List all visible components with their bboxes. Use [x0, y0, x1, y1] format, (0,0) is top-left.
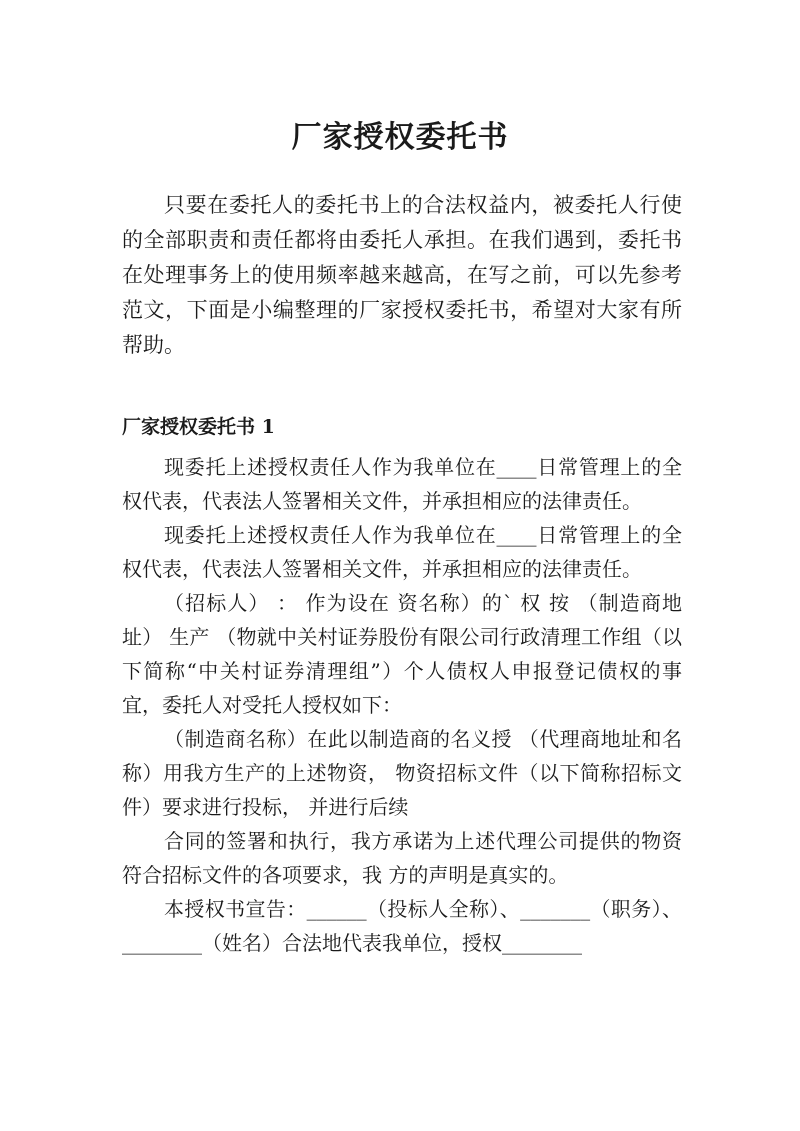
section-heading: 厂家授权委托书 1	[122, 416, 275, 438]
body-paragraph: （制造商名称）在此以制造商的名义授 （代理商地址和名称）用我方生产的上述物资， 物资招标文件（以下简称招标文件）要求进行投标， 并进行后续	[122, 727, 682, 819]
body-paragraph: （招标人） ： 作为设在 资名称）的` 权 按 （制造商地址） 生产 （物就中关村证券股份有限公司行政清理工作组（以下简称“中关村证券清理组”）个人债权人申报登记债权的事宜，委托人对受托人授权如下：	[122, 591, 682, 717]
intro-paragraph: 只要在委托人的委托书上的合法权益内，被委托人行使的全部职责和责任都将由委托人承担。在我们遇到，委托书在处理事务上的使用频率越来越高，在写之前，可以先参考范文，下面是小编整理的厂家授权委托书，希望对大家有所帮助。	[122, 193, 682, 357]
body-paragraph: 本授权书宣告：______（投标人全称）、_______（职务）、________（姓名）合法地代表我单位，授权________	[122, 897, 682, 955]
document-title: 厂家授权委托书	[291, 120, 509, 156]
body-paragraph: 合同的签署和执行，我方承诺为上述代理公司提供的物资符合招标文件的各项要求，我 方的声明是真实的。	[122, 829, 682, 887]
body-paragraph: 现委托上述授权责任人作为我单位在____日常管理上的全权代表，代表法人签署相关文件，并承担相应的法律责任。	[122, 523, 682, 581]
body-paragraph: 现委托上述授权责任人作为我单位在____日常管理上的全权代表，代表法人签署相关文件，并承担相应的法律责任。	[122, 455, 682, 513]
letter-body	[122, 450, 682, 960]
